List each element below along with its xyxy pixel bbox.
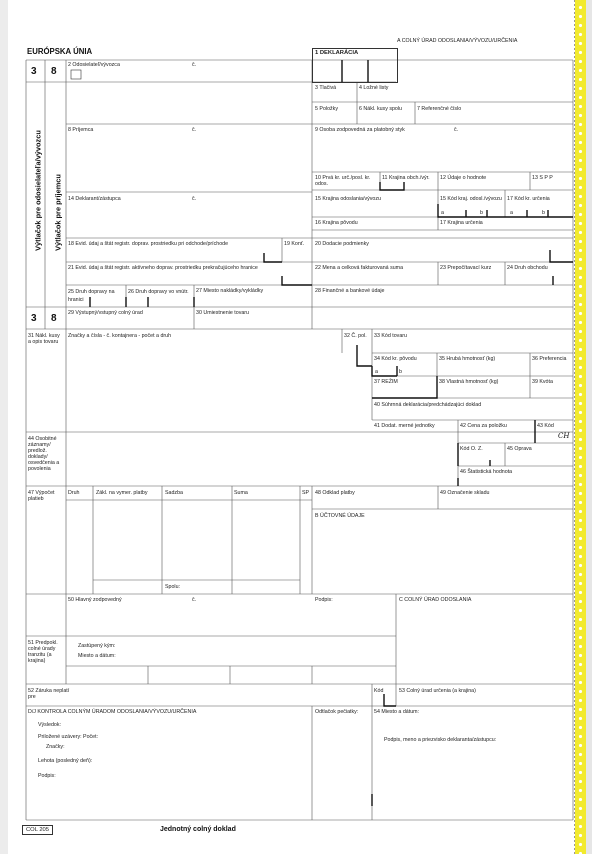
field-15a-b: b — [480, 210, 483, 216]
field-45-label: 45 Oprava — [507, 446, 532, 452]
field-34-a: a — [375, 369, 378, 375]
field-15-label: 15 Krajina odoslania/vývozu — [315, 196, 381, 202]
field-50-number: č. — [192, 597, 197, 603]
field-31-marks: Značky a čísla - č. kontajnera - počet a druh — [68, 333, 172, 339]
field-33-label: 33 Kód tovaru — [374, 333, 407, 339]
field-8-label: 8 Príjemca — [68, 127, 94, 133]
field-44-code: Kód O. Z. — [460, 446, 483, 452]
vertical-label-exporter: Výtlačok pre odosielateľa/vývozcu — [33, 130, 43, 251]
field-15a-label: 15 Kód kraj. odosl./vývozu — [440, 196, 502, 202]
field-44-label: 44 Osobitné záznamy/ predlož. doklady/ osvedčenia a povolenia — [28, 436, 60, 472]
field-10-label: 10 Prvá kr. urč./posl. kr. odos. — [315, 175, 371, 187]
copy-number: 3 — [31, 66, 37, 77]
field-b-label: B ÚČTOVNÉ ÚDAJE — [315, 513, 365, 519]
field-50-label: 50 Hlavný zodpovedný — [68, 597, 122, 603]
field-34-b: b — [399, 369, 402, 375]
field-20-label: 20 Dodacie podmienky — [315, 241, 369, 247]
field-23-label: 23 Prepočítavací kurz — [440, 265, 492, 271]
field-32-label: 32 Č. pol. — [344, 333, 367, 339]
field-1-label: 1 DEKLARÁCIA — [315, 50, 359, 56]
field-47-base: Zákl. na vymer. platby — [96, 490, 148, 496]
field-3-label: 3 Tlačivá — [315, 85, 337, 91]
form-code-box: COL 205 — [22, 825, 53, 835]
field-43-ch: CH — [558, 432, 570, 440]
vertical-label-consignee: Výtlačok pre príjemcu — [53, 174, 63, 251]
footer-title: Jednotný colný doklad — [160, 826, 236, 833]
field-7-label: 7 Referenčné číslo — [417, 106, 462, 112]
field-29-label: 29 Výstupný/vstupný colný úrad — [68, 310, 143, 316]
field-38-label: 38 Vlastná hmotnosť (kg) — [439, 379, 499, 385]
field-17-label: 17 Krajina určenia — [440, 220, 483, 226]
field-d-seals: Priložené uzávery: Počet: — [38, 734, 99, 740]
field-22-label: 22 Mena a celková fakturovaná suma — [315, 265, 404, 271]
field-46-label: 46 Štatistická hodnota — [460, 469, 513, 475]
field-43-label: 43 Kód — [537, 423, 554, 429]
field-37-label: 37 REŽIM — [374, 379, 398, 385]
field-34-label: 34 Kód kr. pôvodu — [374, 356, 417, 362]
field-30-label: 30 Umiestnenie tovaru — [196, 310, 249, 316]
field-d-signature: Podpis: — [38, 773, 56, 779]
field-47-amount: Suma — [234, 490, 248, 496]
field-d-deadline: Lehota (posledný deň): — [38, 758, 93, 764]
field-31-label: 31 Nákl. kusy a opis tovaru — [28, 333, 60, 345]
field-21-label: 21 Evid. údaj a štát registr. aktívneho doprav. prostriedku prekračujúceho hranice — [68, 265, 258, 271]
field-24-label: 24 Druh obchodu — [507, 265, 548, 271]
field-17a-a: a — [510, 210, 513, 216]
field-13-label: 13 S P P — [532, 175, 553, 181]
field-47-total: Spolu: — [165, 584, 181, 590]
field-50-signature: Podpis: — [315, 597, 333, 603]
field-35-label: 35 Hrubá hmotnosť (kg) — [439, 356, 496, 362]
field-49-label: 49 Označenie skladu — [440, 490, 490, 496]
field-6-label: 6 Nákl. kusy spolu — [359, 106, 402, 112]
field-18-label: 18 Evid. údaj a štát registr. doprav. prostriedku pri odchode/príchode — [68, 241, 229, 247]
field-17a-b: b — [542, 210, 545, 216]
field-47-label: 47 Výpočet platieb — [28, 490, 55, 502]
field-2-number: č. — [192, 62, 197, 68]
field-47-sp: SP — [302, 490, 310, 496]
field-2-label: 2 Odosielateľ/vývozca — [68, 62, 120, 68]
region-title: EURÓPSKA ÚNIA — [27, 47, 93, 56]
field-50-place-date: Miesto a dátum: — [78, 653, 116, 659]
field-c-label: C COLNÝ ÚRAD ODOSLANIA — [399, 597, 472, 603]
field-39-label: 39 Kvóta — [532, 379, 553, 385]
field-51-label: 51 Predpokl. colné úrady tranzitu (a krajina) — [28, 640, 58, 664]
field-47-rate: Sadzba — [165, 490, 183, 496]
field-48-label: 48 Odklad platby — [315, 490, 355, 496]
field-9-number: č. — [454, 127, 459, 133]
field-d-result: Výsledok: — [38, 722, 61, 728]
field-41-label: 41 Dodat. merné jednotky — [374, 423, 435, 429]
field-d-stamp: Odtlačok pečiatky: — [315, 709, 359, 715]
field-28-label: 28 Finančné a bankové údaje — [315, 288, 385, 294]
field-9-label: 9 Osoba zodpovedná za platobný styk — [315, 127, 405, 133]
field-27-label: 27 Miesto nakládky/vykládky — [196, 288, 264, 294]
field-54-signature: Podpis, meno a priezvisko deklaranta/zástupcu: — [384, 737, 497, 743]
field-52-label: 52 Záruka neplatí pre — [28, 688, 70, 700]
field-8-number: č. — [192, 127, 197, 133]
copy-number-bottom: 3 — [31, 313, 37, 324]
field-16-label: 16 Krajina pôvodu — [315, 220, 358, 226]
field-15a-a: a — [441, 210, 444, 216]
field-14-label: 14 Deklarant/zástupca — [68, 196, 121, 202]
field-14-number: č. — [192, 196, 197, 202]
field-50-represented: Zastúpený kým: — [78, 643, 116, 649]
field-17a-label: 17 Kód kr. určenia — [507, 196, 550, 202]
field-47-type: Druh — [68, 490, 80, 496]
field-25-label: 25 Druh dopravy na hranici — [68, 289, 115, 303]
field-36-label: 36 Preferencia — [532, 356, 567, 362]
copy-box-bottom: 8 — [51, 313, 57, 324]
field-11-label: 11 Krajina obch./výr. — [382, 175, 430, 181]
field-42-label: 42 Cena za položku — [460, 423, 507, 429]
field-5-label: 5 Položky — [315, 106, 338, 112]
field-26-label: 26 Druh dopravy vo vnútr. — [128, 289, 189, 295]
field-d-marks: Značky: — [46, 744, 65, 750]
field-52-code: Kód — [374, 688, 384, 694]
field-40-label: 40 Súhrnná deklarácia/predchádzajúci doklad — [374, 402, 482, 408]
field-d-label: D/J KONTROLA COLNÝM ÚRADOM ODOSLANIA/VÝVOZU/URČENIA — [28, 709, 197, 715]
field-53-label: 53 Colný úrad určenia (a krajina) — [399, 688, 476, 694]
header-customs-office: A COLNÝ ÚRAD ODOSLANIA/VÝVOZU/URČENIA — [397, 38, 518, 44]
field-19-label: 19 Konť. — [284, 241, 305, 247]
copy-box: 8 — [51, 66, 57, 77]
field-4-label: 4 Ložné listy — [359, 85, 389, 91]
field-12-label: 12 Údaje o hodnote — [440, 175, 487, 181]
field-54-label: 54 Miesto a dátum: — [374, 709, 420, 715]
